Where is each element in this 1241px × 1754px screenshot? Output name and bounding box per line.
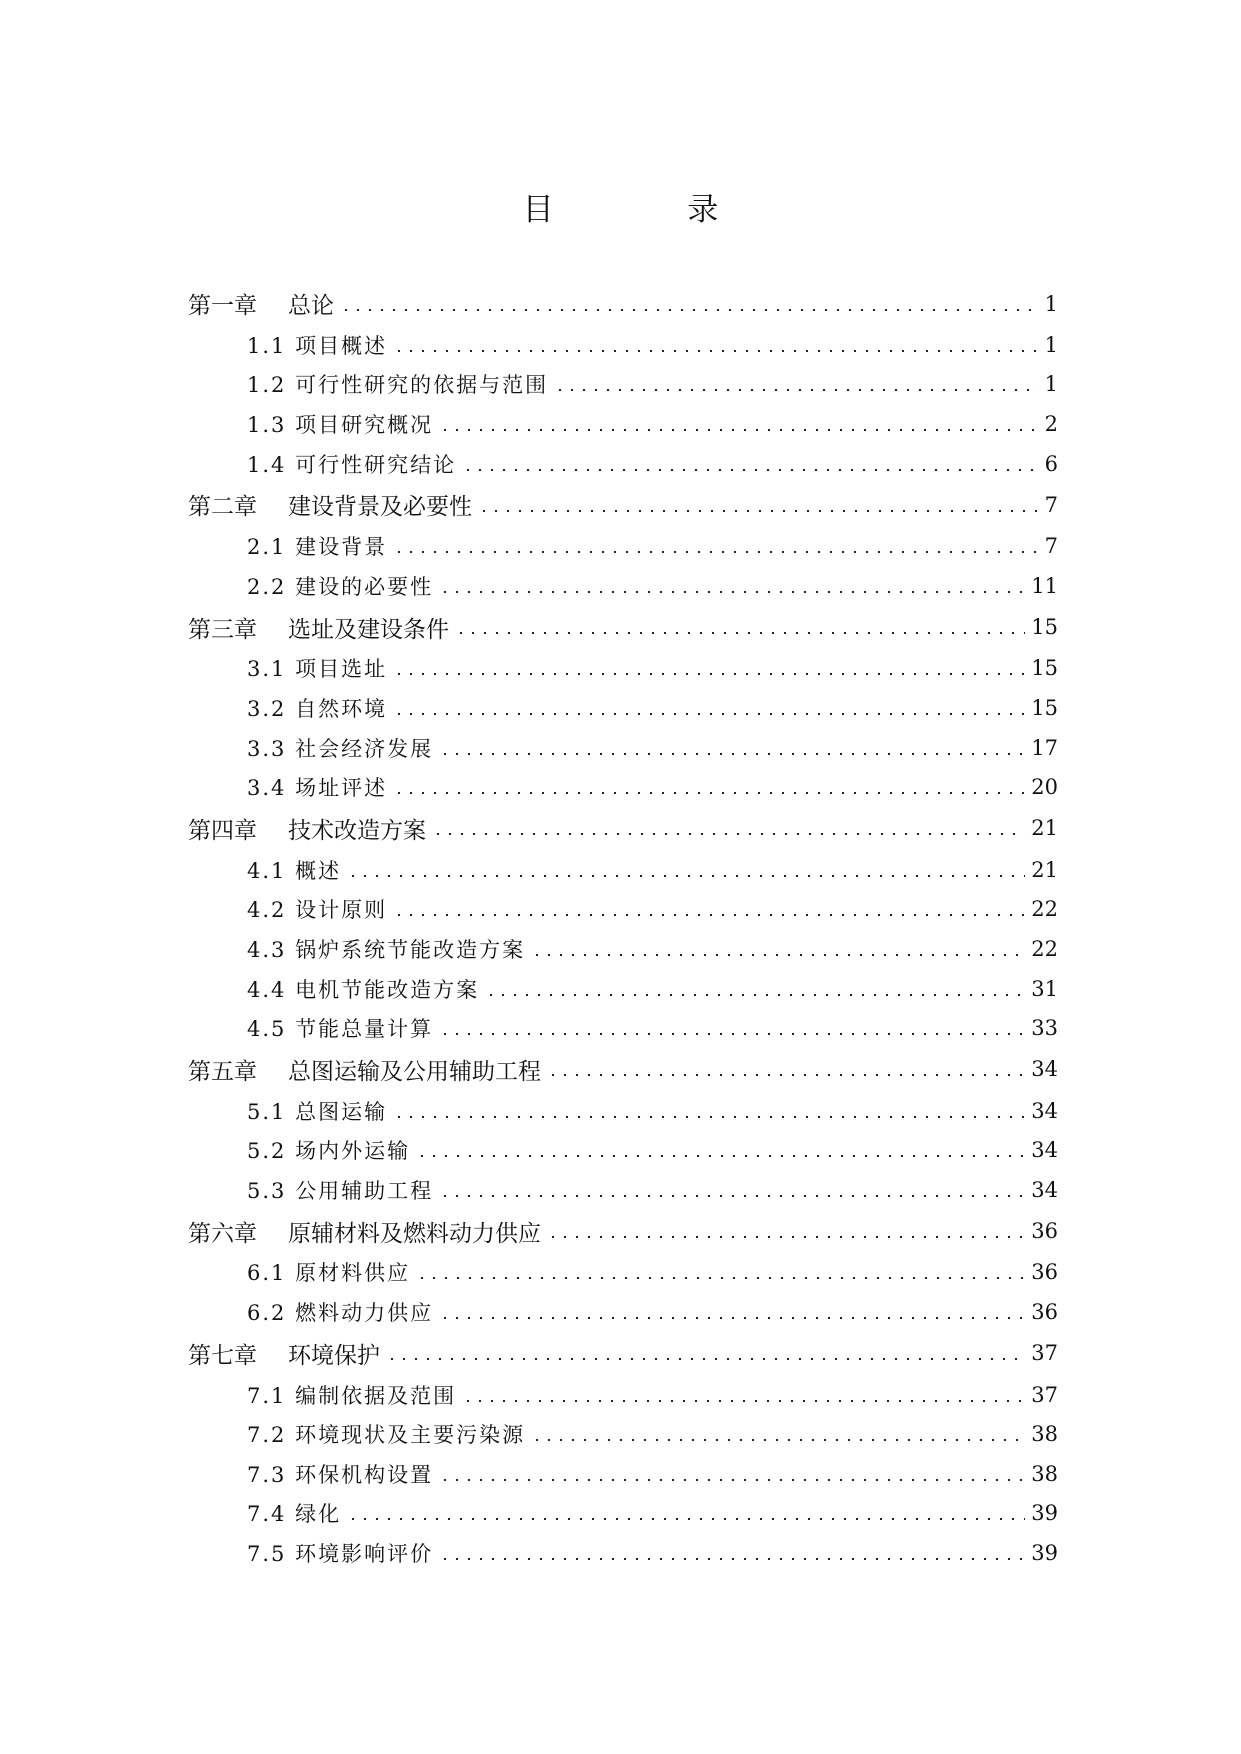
toc-section-title: 2.2 建设的必要性 bbox=[247, 574, 434, 599]
toc-section-row bbox=[188, 1414, 1058, 1454]
toc-section-title: 4.1 概述 bbox=[247, 858, 342, 883]
dot-leader bbox=[462, 1400, 1025, 1402]
toc-section-title: 6.2 燃料动力供应 bbox=[247, 1301, 434, 1326]
toc-chapter-row bbox=[188, 483, 1058, 526]
toc-chapter-label: 技术改造方案 bbox=[288, 817, 426, 844]
toc-chapter-number: 第二章 bbox=[188, 494, 257, 521]
toc-section-title: 3.2 自然环境 bbox=[247, 696, 388, 721]
toc-page-number: 34 bbox=[1031, 1057, 1058, 1082]
toc-section-title: 6.1 原材料供应 bbox=[247, 1261, 411, 1286]
toc-page-number: 1 bbox=[1044, 332, 1058, 357]
toc-chapter-title bbox=[188, 611, 449, 644]
dot-leader bbox=[393, 1116, 1025, 1118]
dot-leader bbox=[455, 632, 1025, 634]
toc-section-title: 2.1 建设背景 bbox=[247, 535, 388, 560]
toc-page-number: 36 bbox=[1031, 1260, 1058, 1285]
toc-section-row bbox=[188, 767, 1058, 807]
toc-section-row bbox=[188, 444, 1058, 484]
toc-section-title: 1.3 项目研究概况 bbox=[247, 412, 434, 437]
dot-leader bbox=[462, 469, 1039, 471]
toc-chapter-row bbox=[188, 1332, 1058, 1375]
toc-section-title: 7.3 环保机构设置 bbox=[247, 1462, 434, 1487]
toc-section-row bbox=[188, 1454, 1058, 1494]
toc-chapter-label: 总图运输及公用辅助工程 bbox=[288, 1058, 541, 1085]
toc-page-number: 37 bbox=[1031, 1382, 1058, 1407]
toc-section-row bbox=[188, 1170, 1058, 1210]
toc-section-title: 4.2 设计原则 bbox=[247, 898, 388, 923]
dot-leader bbox=[393, 713, 1025, 715]
toc-chapter-number: 第五章 bbox=[188, 1058, 257, 1085]
toc-chapter-row bbox=[188, 1048, 1058, 1091]
toc-page-number: 15 bbox=[1031, 695, 1058, 720]
toc-chapter-number: 第六章 bbox=[188, 1220, 257, 1247]
toc-page-number: 34 bbox=[1031, 1138, 1058, 1163]
toc-page-number: 7 bbox=[1044, 534, 1058, 559]
toc-section-row bbox=[188, 890, 1058, 930]
toc-page-number: 39 bbox=[1031, 1501, 1058, 1526]
dot-leader bbox=[439, 1479, 1025, 1481]
toc-section-title: 3.3 社会经济发展 bbox=[247, 736, 434, 761]
toc-section-title: 3.4 场址评述 bbox=[247, 776, 388, 801]
dot-leader bbox=[416, 1155, 1025, 1157]
dot-leader bbox=[439, 1195, 1025, 1197]
dot-leader bbox=[439, 591, 1025, 593]
toc-chapter-label: 环境保护 bbox=[288, 1342, 380, 1369]
toc-page-number: 15 bbox=[1031, 615, 1058, 640]
toc-chapter-row bbox=[188, 1210, 1058, 1253]
toc-page-number: 22 bbox=[1031, 897, 1058, 922]
toc-chapter-title bbox=[188, 488, 472, 521]
dot-leader bbox=[439, 1317, 1025, 1319]
toc-page-number: 20 bbox=[1031, 775, 1058, 800]
toc-chapter-row bbox=[188, 282, 1058, 325]
dot-leader bbox=[439, 1558, 1025, 1560]
dot-leader bbox=[439, 429, 1039, 431]
dot-leader bbox=[393, 551, 1039, 553]
toc-chapter-row bbox=[188, 606, 1058, 649]
dot-leader bbox=[393, 914, 1025, 916]
toc-section-row bbox=[188, 728, 1058, 768]
table-of-contents bbox=[188, 282, 1058, 1573]
toc-section-row bbox=[188, 1375, 1058, 1415]
dot-leader bbox=[439, 753, 1025, 755]
toc-section-row bbox=[188, 649, 1058, 689]
toc-chapter-title bbox=[188, 1053, 541, 1086]
toc-section-row bbox=[188, 969, 1058, 1009]
toc-section-title: 1.2 可行性研究的依据与范围 bbox=[247, 373, 549, 398]
toc-section-title: 4.4 电机节能改造方案 bbox=[247, 977, 480, 1002]
toc-chapter-number: 第七章 bbox=[188, 1342, 257, 1369]
toc-page-number: 1 bbox=[1044, 372, 1058, 397]
toc-section-row bbox=[188, 1494, 1058, 1534]
toc-page-number: 22 bbox=[1031, 936, 1058, 961]
toc-section-title: 7.5 环境影响评价 bbox=[247, 1542, 434, 1567]
toc-section-row bbox=[188, 325, 1058, 365]
toc-page-number: 2 bbox=[1044, 411, 1058, 436]
toc-section-title: 5.2 场内外运输 bbox=[247, 1139, 411, 1164]
toc-section-title: 7.4 绿化 bbox=[247, 1502, 342, 1527]
toc-section-row bbox=[188, 566, 1058, 606]
toc-page-number: 38 bbox=[1031, 1461, 1058, 1486]
toc-section-title: 7.2 环境现状及主要污染源 bbox=[247, 1423, 526, 1448]
toc-page-number: 38 bbox=[1031, 1422, 1058, 1447]
toc-chapter-label: 建设背景及必要性 bbox=[288, 494, 472, 521]
toc-section-row bbox=[188, 404, 1058, 444]
dot-leader bbox=[393, 673, 1025, 675]
toc-chapter-number: 第四章 bbox=[188, 817, 257, 844]
toc-section-row bbox=[188, 1008, 1058, 1048]
dot-leader bbox=[547, 1236, 1025, 1238]
dot-leader bbox=[347, 1518, 1025, 1520]
toc-chapter-title bbox=[188, 1337, 380, 1370]
dot-leader bbox=[416, 1277, 1025, 1279]
toc-page-number: 21 bbox=[1031, 857, 1058, 882]
dot-leader bbox=[531, 954, 1025, 956]
toc-page-number: 17 bbox=[1031, 735, 1058, 760]
toc-page-number: 37 bbox=[1031, 1341, 1058, 1366]
toc-section-title: 7.1 编制依据及范围 bbox=[247, 1383, 457, 1408]
toc-page-number: 31 bbox=[1031, 976, 1058, 1001]
toc-section-row bbox=[188, 1533, 1058, 1573]
toc-page-number: 36 bbox=[1031, 1300, 1058, 1325]
dot-leader bbox=[485, 994, 1025, 996]
toc-page-number: 39 bbox=[1031, 1541, 1058, 1566]
dot-leader bbox=[547, 1074, 1025, 1076]
toc-chapter-row bbox=[188, 807, 1058, 850]
toc-section-title: 5.3 公用辅助工程 bbox=[247, 1178, 434, 1203]
toc-page-number: 34 bbox=[1031, 1098, 1058, 1123]
toc-page-number: 21 bbox=[1031, 816, 1058, 841]
toc-page-number: 36 bbox=[1031, 1219, 1058, 1244]
toc-page-number: 7 bbox=[1044, 492, 1058, 517]
toc-page-number: 11 bbox=[1031, 573, 1058, 598]
toc-section-title: 1.4 可行性研究结论 bbox=[247, 452, 457, 477]
toc-section-row bbox=[188, 1292, 1058, 1332]
page-title: 目 录 bbox=[522, 192, 781, 228]
toc-section-row bbox=[188, 526, 1058, 566]
dot-leader bbox=[393, 350, 1039, 352]
dot-leader bbox=[478, 510, 1039, 512]
toc-page-number: 33 bbox=[1031, 1016, 1058, 1041]
toc-page-number: 1 bbox=[1044, 291, 1058, 316]
dot-leader bbox=[386, 1358, 1025, 1360]
dot-leader bbox=[340, 309, 1039, 311]
toc-chapter-label: 总论 bbox=[288, 293, 334, 319]
dot-leader bbox=[439, 1033, 1025, 1035]
toc-chapter-label: 选址及建设条件 bbox=[288, 616, 449, 643]
toc-section-row bbox=[188, 1131, 1058, 1171]
toc-chapter-number: 第三章 bbox=[188, 616, 257, 643]
toc-chapter-number: 第一章 bbox=[188, 293, 257, 319]
toc-chapter-title bbox=[188, 1215, 541, 1248]
toc-section-title: 5.1 总图运输 bbox=[247, 1099, 388, 1124]
dot-leader bbox=[554, 389, 1039, 391]
toc-chapter-label: 原辅材料及燃料动力供应 bbox=[288, 1220, 541, 1247]
dot-leader bbox=[347, 875, 1025, 877]
toc-page-number: 6 bbox=[1044, 451, 1058, 476]
toc-chapter-title bbox=[188, 287, 334, 320]
dot-leader bbox=[432, 833, 1025, 835]
dot-leader bbox=[531, 1439, 1025, 1441]
toc-chapter-title bbox=[188, 812, 426, 845]
dot-leader bbox=[393, 792, 1025, 794]
toc-page-number: 34 bbox=[1031, 1177, 1058, 1202]
toc-section-title: 3.1 项目选址 bbox=[247, 657, 388, 682]
toc-section-row bbox=[188, 1091, 1058, 1131]
toc-section-title: 4.5 节能总量计算 bbox=[247, 1017, 434, 1042]
toc-section-row bbox=[188, 929, 1058, 969]
toc-section-row bbox=[188, 850, 1058, 890]
toc-section-title: 4.3 锅炉系统节能改造方案 bbox=[247, 937, 526, 962]
toc-page-number: 15 bbox=[1031, 656, 1058, 681]
toc-section-row bbox=[188, 1253, 1058, 1293]
toc-section-title: 1.1 项目概述 bbox=[247, 333, 388, 358]
toc-section-row bbox=[188, 365, 1058, 405]
toc-section-row bbox=[188, 688, 1058, 728]
